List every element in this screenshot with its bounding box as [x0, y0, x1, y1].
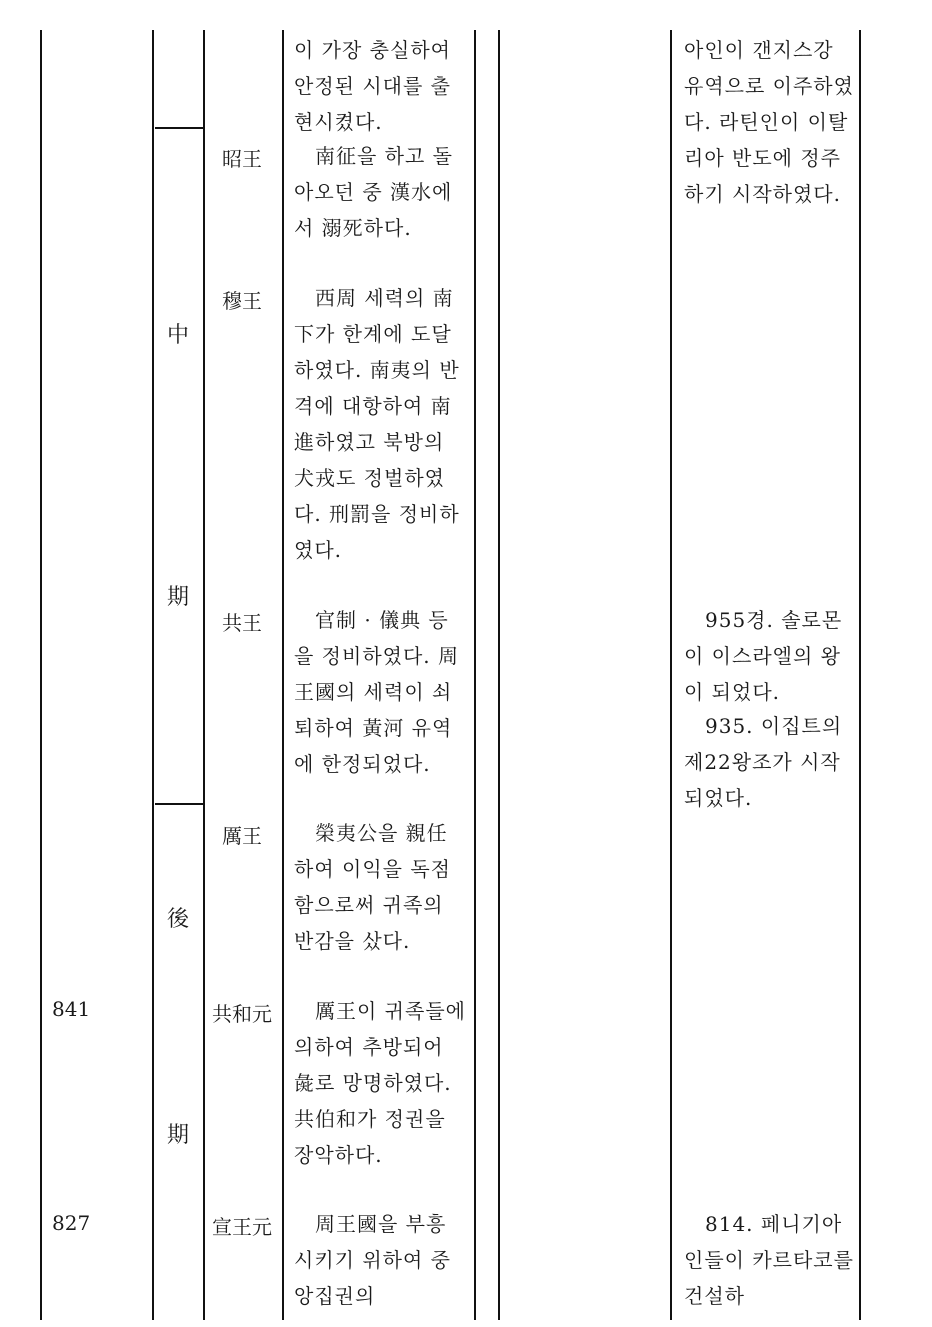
event-text-gonghe: 厲王이 귀족들에 의하여 추방되어 彘로 망명하였다. 共伯和가 정권을 장악하다. — [294, 999, 466, 1167]
world-event-solomon: 955경. 솔로몬이 이스라엘의 왕이 되었다. — [684, 608, 843, 704]
event-column-divider — [474, 30, 476, 1320]
event-text-xuan: 周王國을 부흥시키기 위하여 중앙집권의 — [294, 1212, 451, 1308]
event-text-0: 이 가장 충실하여 안정된 시대를 출현시켰다. — [294, 38, 451, 134]
ruler-column-divider — [282, 30, 284, 1320]
ruler-gong: 共王 — [222, 611, 262, 635]
event-text-gong: 官制 · 儀典 등을 정비하였다. 周王國의 세력이 쇠퇴하여 黃河 유역에 한정되었다. — [294, 608, 459, 776]
ruler-zhao: 昭王 — [222, 147, 262, 171]
world-column-left-divider — [670, 30, 672, 1320]
period-mid-char-1: 中 — [167, 323, 190, 348]
world-event-carthage: 814. 페니기아인들이 카르타코를 건설하 — [684, 1212, 854, 1308]
period-late-char-2: 期 — [167, 1123, 190, 1148]
period-column-divider — [203, 30, 205, 1320]
ruler-gonghe: 共和元 — [212, 1002, 272, 1026]
year-column-divider — [152, 30, 154, 1320]
world-event-egypt: 935. 이집트의 제22왕조가 시작되었다. — [684, 714, 843, 810]
world-column-right-divider — [859, 30, 861, 1320]
left-border-line — [40, 30, 42, 1320]
year-841: 841 — [52, 997, 91, 1021]
ruler-xuan: 宣王元 — [212, 1215, 272, 1239]
middle-blank-divider — [498, 30, 500, 1320]
event-text-mu: 西周 세력의 南下가 한계에 도달하였다. 南夷의 반격에 대항하여 南進하였고 북방의 犬戎도 정벌하였다. 刑罰을 정비하였다. — [294, 286, 460, 562]
ruler-li: 厲王 — [222, 824, 262, 848]
period-mid-char-2: 期 — [167, 585, 190, 610]
world-event-aryan-latin: 아인이 갠지스강 유역으로 이주하였다. 라틴인이 이탈리아 반도에 정주하기 시작하였다. — [684, 38, 854, 206]
event-text-li: 榮夷公을 親任하여 이익을 독점함으로써 귀족의 반감을 샀다. — [294, 821, 451, 953]
period-separator-mid — [155, 127, 203, 129]
year-827: 827 — [52, 1211, 91, 1235]
ruler-mu: 穆王 — [222, 289, 262, 313]
period-late-char-1: 後 — [167, 907, 190, 932]
period-separator-late — [155, 803, 203, 805]
event-text-zhao: 南征을 하고 돌아오던 중 漢水에서 溺死하다. — [294, 144, 453, 240]
